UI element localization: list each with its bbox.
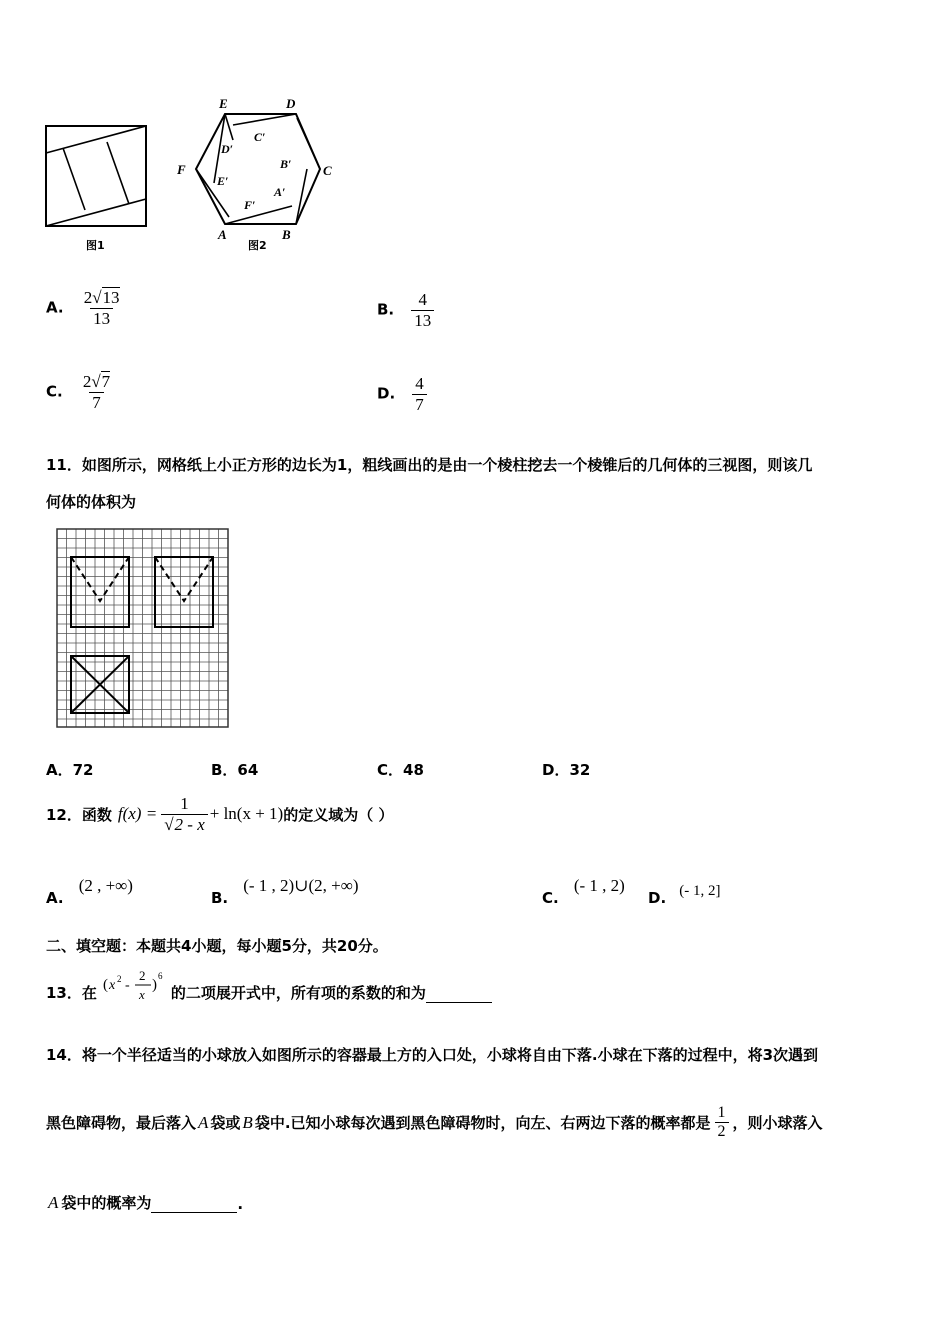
figure-2-hexagon-diagram [170, 95, 340, 240]
hex-label: A′ [274, 185, 286, 199]
q13-answer-blank[interactable] [426, 988, 492, 1003]
q11-option-b: B．64 [211, 761, 259, 779]
q12-option-c: C. (- 1 , 2) [542, 876, 625, 907]
hex-label: D [286, 96, 296, 111]
q14-text-line2: 黑色障碍物，最后落入 A 袋或 B 袋中.已知小球每次遇到黑色障碍物时，向左、右两边下落的概率都是 $\frac{1}{2}$ ，则小球落入 [46, 1104, 823, 1141]
svg-text:6: 6 [157, 971, 163, 981]
q12-option-d: D. (- 1, 2] [648, 883, 721, 907]
q11-text-line2: 何体的体积为 [46, 493, 137, 511]
svg-text:): ) [151, 977, 157, 993]
section-2-heading: 二、填空题：本题共4小题，每小题5分，共20分。 [46, 937, 388, 955]
q13-question: 13．在 ( x 2 - 2 x ) 6 的二项展开式中，所有项的系数的和为 [46, 965, 492, 1007]
q11-text-line1: 11．如图所示，网格纸上小正方形的边长为1，粗线画出的是由一个棱柱挖去一个棱锥后的几何体的三视图，则该几 [46, 456, 813, 474]
q11-option-a: A．72 [46, 761, 94, 779]
hex-label: D′ [221, 142, 234, 156]
hex-label: C′ [254, 130, 266, 144]
svg-text:(: ( [102, 977, 108, 993]
svg-text:2: 2 [116, 974, 122, 984]
figure-1-square-diagram [40, 120, 155, 235]
q10-option-c: C. $\frac{2√7}{7}$ [46, 372, 111, 412]
hex-label: F′ [244, 198, 256, 212]
svg-text:x: x [138, 987, 145, 1002]
hex-label: B [282, 227, 291, 240]
hex-label: E′ [217, 174, 229, 188]
q12-option-b: B. (- 1 , 2)∪(2, +∞) [211, 876, 359, 907]
figure-1-caption: 图1 [86, 239, 105, 252]
q10-option-d: D. $\frac{4}{7}$ [377, 374, 427, 414]
q10-option-a: A. $\frac{2√13}{13}$ [46, 288, 120, 328]
q11-option-d: D．32 [542, 761, 591, 779]
q13-binomial-expression [101, 965, 171, 1007]
figure-2-caption: 图2 [248, 239, 267, 252]
svg-text:x: x [108, 978, 116, 993]
q10-option-b: B. $\frac{4}{13}$ [377, 290, 434, 330]
q14-text-line3: A 袋中的概率为 . [48, 1193, 244, 1213]
q14-text-line1: 14．将一个半径适当的小球放入如图所示的容器最上方的入口处，小球将自由下落.小球在下落的过程中，将3次遇到 [46, 1046, 819, 1064]
hex-label: C [323, 163, 332, 178]
q11-option-c: C．48 [377, 761, 424, 779]
hex-label: A [218, 227, 227, 240]
hex-label: E [219, 96, 228, 111]
svg-text:-: - [124, 978, 130, 993]
q11-three-view-grid [55, 527, 230, 729]
svg-text:2: 2 [138, 968, 146, 983]
q12-option-a: A. (2 , +∞) [46, 876, 133, 907]
hex-label: F [177, 162, 186, 177]
q12-question: 12．函数 f(x) = $\frac{1}{√2 - x}$ + ln(x + 1) 的定义域为（ ） [46, 794, 394, 834]
hex-label: B′ [280, 157, 292, 171]
q14-answer-blank[interactable] [151, 1198, 237, 1213]
